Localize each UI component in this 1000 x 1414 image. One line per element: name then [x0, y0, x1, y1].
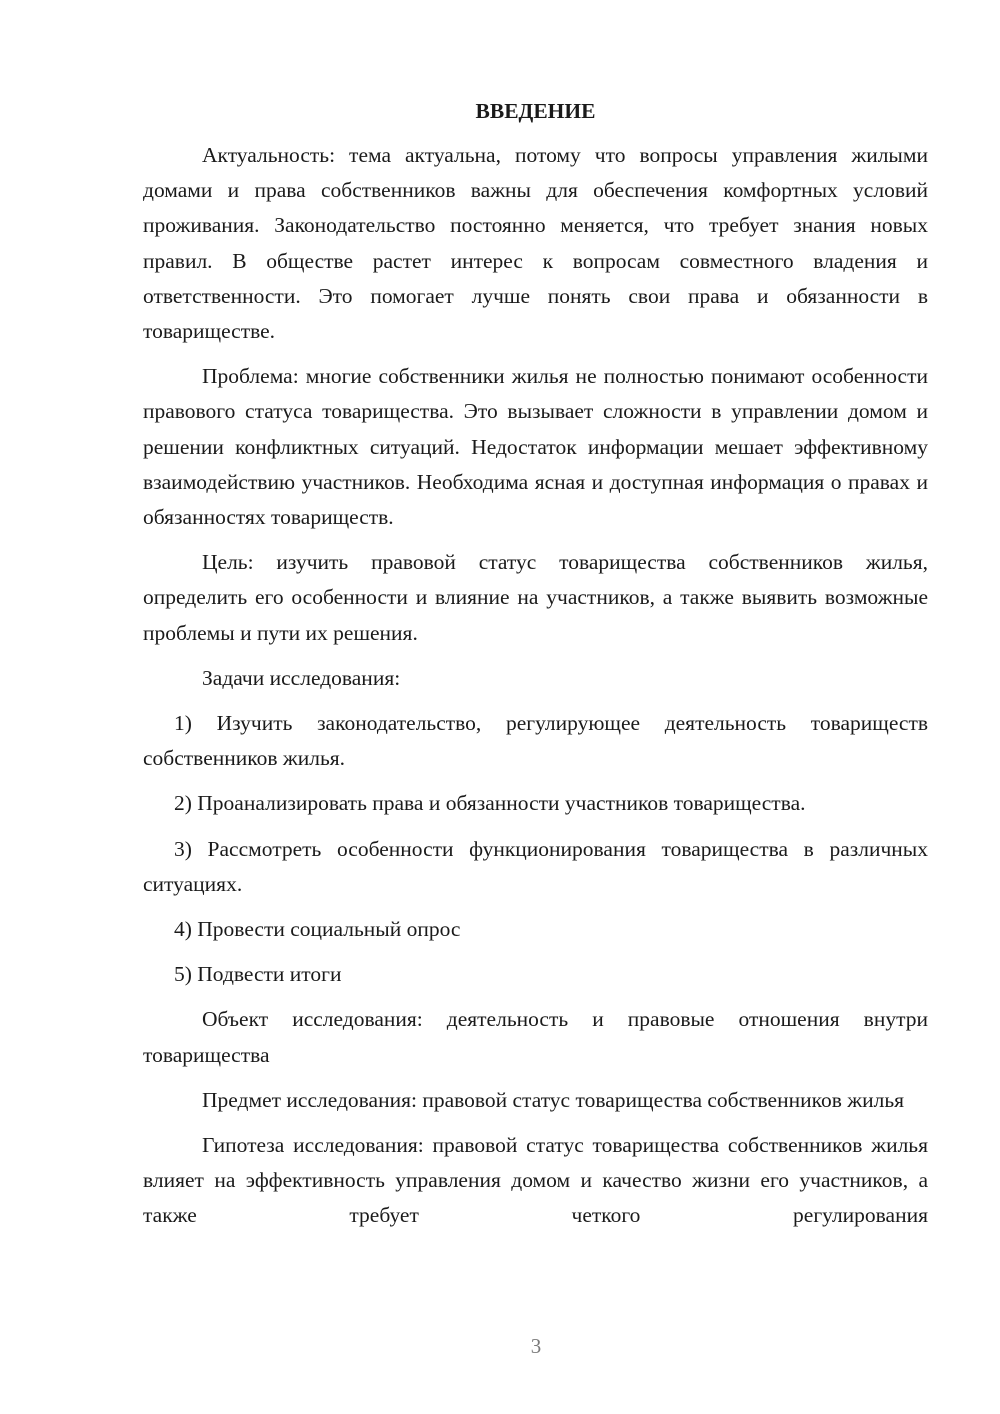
task-item: 4) Провести социальный опрос — [174, 917, 461, 942]
task-item: 1) Изучить законодательство, регулирующее деятельность товариществ собственников жилья. — [143, 711, 928, 771]
tasks-heading: Задачи исследования: — [202, 665, 401, 690]
paragraph-hypothesis: Гипотеза исследования: правовой статус товарищества собственников жилья влияет на эффективность управления домом и качество жизни его участников, а также требует четкого регулирования — [143, 1133, 928, 1228]
paragraph-relevance: Актуальность: тема актуальна, потому что вопросы управления жилыми домами и права собственников важны для обеспечения комфортных условий проживания. Законодательство постоянно меняется, что требует знания новых правил. В обществе растет интерес к вопросам совместного владения и ответственности. Это помогает лучше понять свои права и обязанности в товариществе. — [143, 143, 928, 344]
paragraph-subject: Предмет исследования: правовой статус товарищества собственников жилья — [202, 1087, 905, 1112]
paragraph-object: Объект исследования: деятельность и правовые отношения внутри товарищества — [143, 1007, 928, 1067]
task-item: 2) Проанализировать права и обязанности участников товарищества. — [174, 791, 806, 816]
section-title: ВВЕДЕНИЕ — [475, 99, 596, 123]
page-number: 3 — [530, 1334, 542, 1358]
document-page — [143, 96, 928, 1244]
task-item: 5) Подвести итоги — [174, 962, 342, 987]
paragraph-problem: Проблема: многие собственники жилья не полностью понимают особенности правового статуса товарищества. Это вызывает сложности в управлении домом и решении конфликтных ситуаций. Недостаток информации мешает эффективному взаимодействию участников. Необходима ясная и доступная информация о правах и обязанностях товариществ. — [143, 364, 928, 530]
task-item: 3) Рассмотреть особенности функционирования товарищества в различных ситуациях. — [143, 836, 928, 896]
paragraph-goal: Цель: изучить правовой статус товарищества собственников жилья, определить его особенности и влияние на участников, а также выявить возможные проблемы и пути их решения. — [143, 550, 928, 645]
